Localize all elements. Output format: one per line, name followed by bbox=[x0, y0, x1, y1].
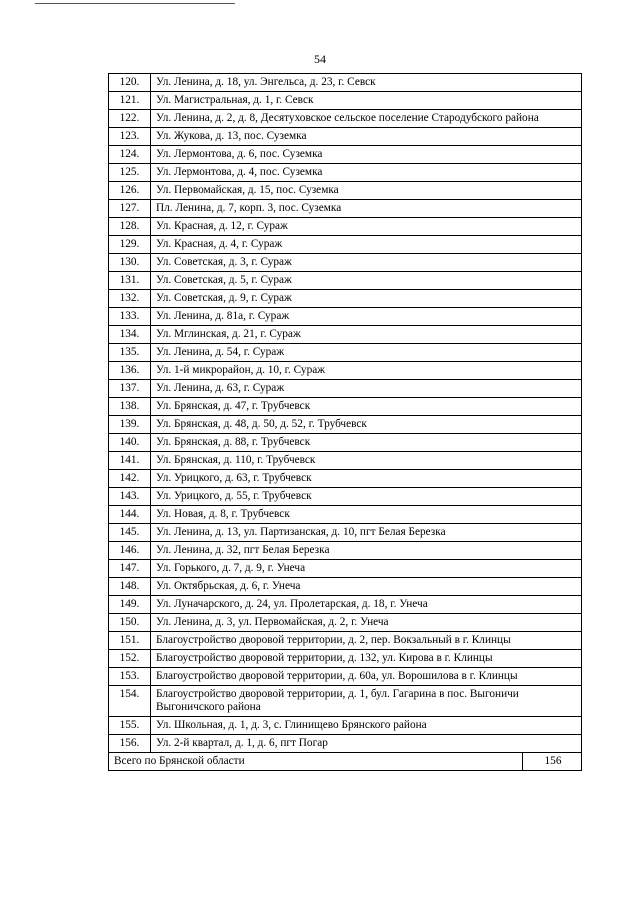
row-address: Ул. Брянская, д. 110, г. Трубчевск bbox=[151, 452, 582, 470]
row-number: 135. bbox=[109, 344, 151, 362]
row-address: Ул. Ленина, д. 2, д. 8, Десятуховское сельское поселение Стародубского района bbox=[151, 110, 582, 128]
table-row bbox=[109, 668, 582, 686]
row-number: 143. bbox=[109, 488, 151, 506]
row-number: 150. bbox=[109, 614, 151, 632]
row-address: Ул. Горького, д. 7, д. 9, г. Унеча bbox=[151, 560, 582, 578]
row-number: 125. bbox=[109, 164, 151, 182]
table-row bbox=[109, 542, 582, 560]
row-address: Ул. Новая, д. 8, г. Трубчевск bbox=[151, 506, 582, 524]
table-row bbox=[109, 74, 582, 92]
row-address: Ул. Магистральная, д. 1, г. Севск bbox=[151, 92, 582, 110]
row-number: 152. bbox=[109, 650, 151, 668]
row-number: 141. bbox=[109, 452, 151, 470]
row-number: 121. bbox=[109, 92, 151, 110]
row-address: Ул. Советская, д. 5, г. Сураж bbox=[151, 272, 582, 290]
table-row bbox=[109, 488, 582, 506]
row-address: Благоустройство дворовой территории, д. 60а, ул. Ворошилова в г. Клинцы bbox=[151, 668, 582, 686]
row-number: 147. bbox=[109, 560, 151, 578]
table-row bbox=[109, 650, 582, 668]
table-row bbox=[109, 236, 582, 254]
row-number: 148. bbox=[109, 578, 151, 596]
table-row bbox=[109, 632, 582, 650]
row-address: Ул. Школьная, д. 1, д. 3, с. Глинищево Брянского района bbox=[151, 717, 582, 735]
total-value: 156 bbox=[523, 753, 582, 771]
row-address: Ул. Ленина, д. 32, пгт Белая Березка bbox=[151, 542, 582, 560]
table-row bbox=[109, 380, 582, 398]
table-row bbox=[109, 524, 582, 542]
row-number: 156. bbox=[109, 735, 151, 753]
table-row bbox=[109, 110, 582, 128]
address-table bbox=[108, 73, 582, 771]
row-address: Ул. Ленина, д. 18, ул. Энгельса, д. 23, г. Севск bbox=[151, 74, 582, 92]
table-row bbox=[109, 92, 582, 110]
row-address: Ул. Ленина, д. 3, ул. Первомайская, д. 2, г. Унеча bbox=[151, 614, 582, 632]
row-number: 153. bbox=[109, 668, 151, 686]
table-row bbox=[109, 614, 582, 632]
row-number: 149. bbox=[109, 596, 151, 614]
row-number: 142. bbox=[109, 470, 151, 488]
table-row bbox=[109, 506, 582, 524]
table-row bbox=[109, 735, 582, 753]
row-number: 139. bbox=[109, 416, 151, 434]
row-number: 146. bbox=[109, 542, 151, 560]
row-number: 130. bbox=[109, 254, 151, 272]
table-row bbox=[109, 717, 582, 735]
row-address: Благоустройство дворовой территории, д. 1, бул. Гагарина в пос. Выгоничи Выгоничского района bbox=[151, 686, 582, 717]
row-number: 127. bbox=[109, 200, 151, 218]
page-number: 54 bbox=[314, 52, 326, 66]
table-row bbox=[109, 218, 582, 236]
table-row bbox=[109, 560, 582, 578]
row-address: Ул. 1-й микрорайон, д. 10, г. Сураж bbox=[151, 362, 582, 380]
total-row bbox=[109, 753, 582, 771]
row-address: Ул. Брянская, д. 88, г. Трубчевск bbox=[151, 434, 582, 452]
total-label-cell bbox=[109, 753, 523, 771]
row-address: Ул. Советская, д. 3, г. Сураж bbox=[151, 254, 582, 272]
row-number: 136. bbox=[109, 362, 151, 380]
table-row bbox=[109, 308, 582, 326]
table-row bbox=[109, 164, 582, 182]
row-address: Ул. Луначарского, д. 24, ул. Пролетарская, д. 18, г. Унеча bbox=[151, 596, 582, 614]
row-number: 155. bbox=[109, 717, 151, 735]
row-address: Ул. Октябрьская, д. 6, г. Унеча bbox=[151, 578, 582, 596]
row-address: Ул. Брянская, д. 48, д. 50, д. 52, г. Трубчевск bbox=[151, 416, 582, 434]
row-number: 134. bbox=[109, 326, 151, 344]
table-row bbox=[109, 686, 582, 717]
row-address: Ул. Первомайская, д. 15, пос. Суземка bbox=[151, 182, 582, 200]
row-number: 124. bbox=[109, 146, 151, 164]
row-address: Ул. Красная, д. 12, г. Сураж bbox=[151, 218, 582, 236]
table-row bbox=[109, 254, 582, 272]
row-number: 129. bbox=[109, 236, 151, 254]
table-row bbox=[109, 434, 582, 452]
table-row bbox=[109, 596, 582, 614]
row-address: Ул. Красная, д. 4, г. Сураж bbox=[151, 236, 582, 254]
total-label: Всего по Брянской области bbox=[114, 755, 245, 767]
table-row bbox=[109, 272, 582, 290]
row-number: 154. bbox=[109, 686, 151, 717]
row-address: Ул. Лермонтова, д. 4, пос. Суземка bbox=[151, 164, 582, 182]
row-address: Ул. Мглинская, д. 21, г. Сураж bbox=[151, 326, 582, 344]
row-number: 133. bbox=[109, 308, 151, 326]
table-row bbox=[109, 146, 582, 164]
table-row bbox=[109, 182, 582, 200]
table-row bbox=[109, 452, 582, 470]
row-number: 151. bbox=[109, 632, 151, 650]
table-row bbox=[109, 290, 582, 308]
row-address: Пл. Ленина, д. 7, корп. 3, пос. Суземка bbox=[151, 200, 582, 218]
row-address: Ул. Брянская, д. 47, г. Трубчевск bbox=[151, 398, 582, 416]
row-number: 120. bbox=[109, 74, 151, 92]
row-number: 138. bbox=[109, 398, 151, 416]
row-address: Ул. Урицкого, д. 63, г. Трубчевск bbox=[151, 470, 582, 488]
table-row bbox=[109, 398, 582, 416]
row-number: 126. bbox=[109, 182, 151, 200]
row-address: Ул. Ленина, д. 63, г. Сураж bbox=[151, 380, 582, 398]
table-row bbox=[109, 362, 582, 380]
row-address: Ул. Ленина, д. 13, ул. Партизанская, д. 10, пгт Белая Березка bbox=[151, 524, 582, 542]
table-row bbox=[109, 326, 582, 344]
row-address: Ул. Советская, д. 9, г. Сураж bbox=[151, 290, 582, 308]
row-number: 145. bbox=[109, 524, 151, 542]
table-row bbox=[109, 128, 582, 146]
row-address: Ул. Ленина, д. 54, г. Сураж bbox=[151, 344, 582, 362]
row-number: 128. bbox=[109, 218, 151, 236]
row-address: Ул. Урицкого, д. 55, г. Трубчевск bbox=[151, 488, 582, 506]
row-address: Ул. Ленина, д. 81а, г. Сураж bbox=[151, 308, 582, 326]
row-number: 140. bbox=[109, 434, 151, 452]
table-row bbox=[109, 200, 582, 218]
row-address: Ул. 2-й квартал, д. 1, д. 6, пгт Погар bbox=[151, 735, 582, 753]
row-address: Благоустройство дворовой территории, д. 132, ул. Кирова в г. Клинцы bbox=[151, 650, 582, 668]
row-address: Ул. Лермонтова, д. 6, пос. Суземка bbox=[151, 146, 582, 164]
table-row bbox=[109, 578, 582, 596]
row-number: 144. bbox=[109, 506, 151, 524]
row-number: 132. bbox=[109, 290, 151, 308]
table-row bbox=[109, 344, 582, 362]
row-address: Благоустройство дворовой территории, д. 2, пер. Вокзальный в г. Клинцы bbox=[151, 632, 582, 650]
row-address: Ул. Жукова, д. 13, пос. Суземка bbox=[151, 128, 582, 146]
row-number: 122. bbox=[109, 110, 151, 128]
row-number: 137. bbox=[109, 380, 151, 398]
scan-edge-line bbox=[35, 3, 235, 4]
table-row bbox=[109, 470, 582, 488]
row-number: 123. bbox=[109, 128, 151, 146]
row-number: 131. bbox=[109, 272, 151, 290]
table-row bbox=[109, 416, 582, 434]
